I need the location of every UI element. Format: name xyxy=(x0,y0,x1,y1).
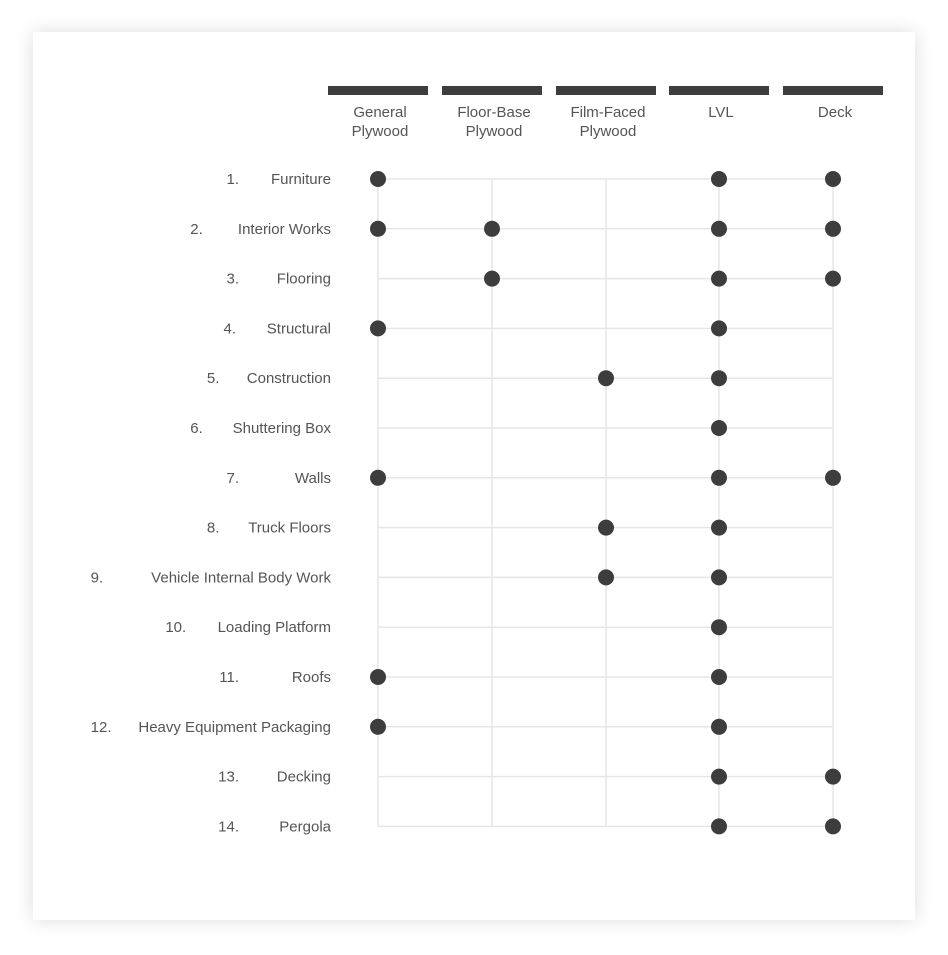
usage-dot-floor-base xyxy=(484,271,500,287)
column-header-bar xyxy=(669,86,769,95)
column-header-bar xyxy=(783,86,883,95)
row-number: 14. xyxy=(218,818,239,836)
usage-dot-film-faced xyxy=(598,569,614,585)
row-label: Roofs xyxy=(291,669,331,686)
row-label: Decking xyxy=(276,768,331,786)
row-label: Furniture xyxy=(270,171,331,188)
usage-dot-lvl xyxy=(711,719,727,735)
usage-dot-lvl xyxy=(711,619,727,635)
column-header-lvl: LVL xyxy=(708,104,734,121)
usage-dot-lvl xyxy=(711,420,727,436)
usage-dot-lvl xyxy=(711,569,727,585)
row-label: Flooring xyxy=(276,270,331,288)
usage-dot-general xyxy=(370,171,386,187)
usage-dot-general xyxy=(370,669,386,685)
column-header-bar xyxy=(442,86,542,95)
grid-lines xyxy=(378,179,833,826)
usage-dot-lvl xyxy=(711,370,727,386)
row-label: Truck Floors xyxy=(248,519,331,537)
usage-dot-deck xyxy=(825,221,841,237)
column-header-film-faced: Plywood xyxy=(579,123,637,140)
usage-dot-lvl xyxy=(711,271,727,287)
usage-dot-lvl xyxy=(711,470,727,486)
usage-dot-film-faced xyxy=(598,520,614,536)
column-header-film-faced: Film-Faced xyxy=(570,104,646,121)
usage-dot-deck xyxy=(825,171,841,187)
usage-dot-deck xyxy=(825,818,841,834)
row-number: 5. xyxy=(206,370,220,388)
row-number: 6. xyxy=(190,420,203,437)
usage-dot-lvl xyxy=(711,221,727,237)
usage-dot-floor-base xyxy=(484,221,500,237)
row-label: Construction xyxy=(246,370,331,388)
usage-dot-general xyxy=(370,470,386,486)
row-label: Walls xyxy=(294,469,331,487)
row-number: 2. xyxy=(190,220,203,238)
row-number: 4. xyxy=(223,320,236,338)
usage-dot-deck xyxy=(825,769,841,785)
row-label: Shuttering Box xyxy=(232,420,331,437)
column-header-floor-base: Plywood xyxy=(465,123,523,140)
row-label: Interior Works xyxy=(237,220,331,238)
usage-dot-lvl xyxy=(711,320,727,336)
row-label: Vehicle Internal Body Work xyxy=(151,569,331,587)
usage-dot-lvl xyxy=(711,669,727,685)
row-label: Structural xyxy=(266,320,331,338)
usage-dot-lvl xyxy=(711,171,727,187)
row-number: 8. xyxy=(206,519,220,537)
row-number: 10. xyxy=(165,619,187,637)
column-header-deck: Deck xyxy=(817,104,853,121)
row-number: 1. xyxy=(226,171,239,188)
column-header-floor-base: Floor-Base xyxy=(457,104,531,121)
usage-dot-lvl xyxy=(711,818,727,834)
usage-dot-lvl xyxy=(711,520,727,536)
row-number: 7. xyxy=(226,469,239,487)
usage-dot-general xyxy=(370,320,386,336)
usage-dot-general xyxy=(370,719,386,735)
row-label: Loading Platform xyxy=(217,619,331,637)
usage-dot-deck xyxy=(825,271,841,287)
row-number: 12. xyxy=(90,718,112,736)
usage-dot-deck xyxy=(825,470,841,486)
usage-dot-film-faced xyxy=(598,370,614,386)
row-label: Heavy Equipment Packaging xyxy=(138,718,331,736)
row-number: 3. xyxy=(226,270,239,288)
column-header-general: Plywood xyxy=(351,123,409,140)
row-number: 9. xyxy=(90,569,104,587)
column-header-general: General xyxy=(353,104,407,121)
usage-dot-lvl xyxy=(711,769,727,785)
column-header-bar xyxy=(556,86,656,95)
column-headers xyxy=(328,86,883,140)
row-number: 13. xyxy=(218,768,239,786)
column-header-bar xyxy=(328,86,428,95)
usage-dot-general xyxy=(370,221,386,237)
row-labels xyxy=(91,171,332,835)
row-label: Pergola xyxy=(279,818,331,836)
row-number: 11. xyxy=(219,669,239,686)
